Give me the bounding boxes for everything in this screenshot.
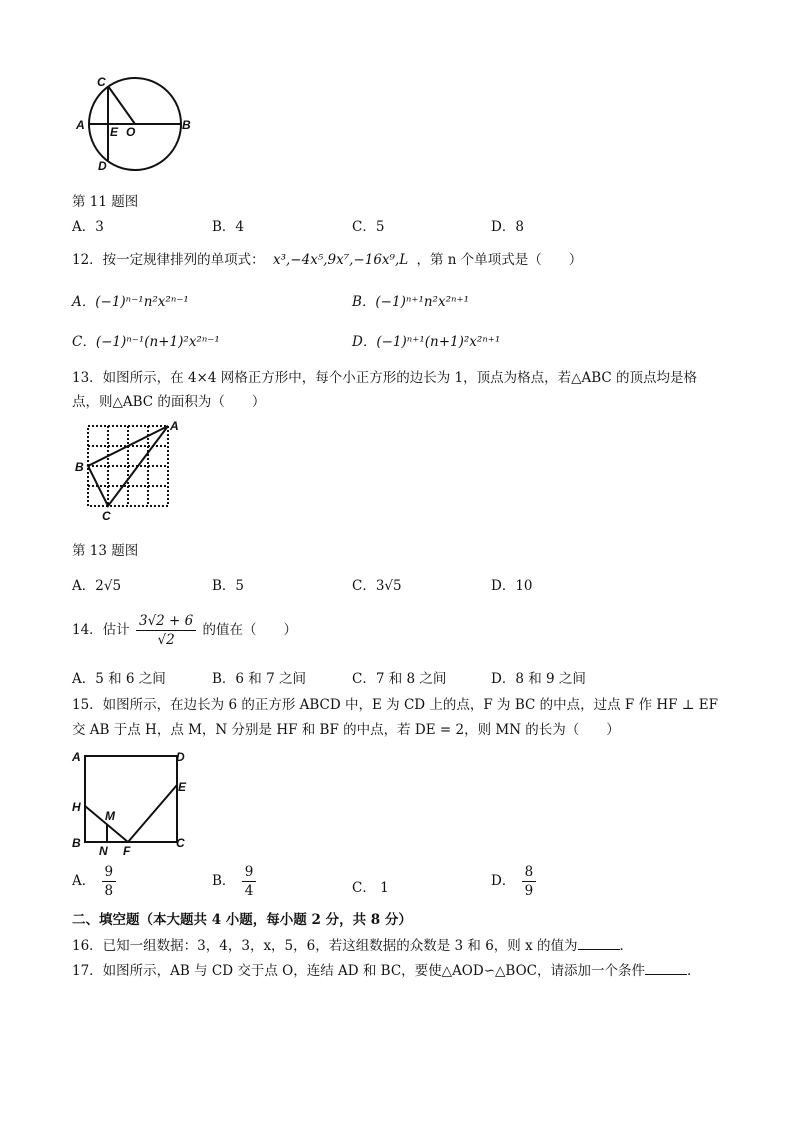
q14-option-b[interactable]: B．6 和 7 之间 — [212, 671, 306, 687]
q12-option-a[interactable]: A．(−1)ⁿ⁻¹n²x²ⁿ⁻¹ — [72, 294, 189, 310]
q16-answer-blank[interactable] — [578, 937, 620, 950]
q15-option-b-fraction: $\frac{9}{4}$ — [242, 863, 257, 900]
figure-11-circle-diagram — [70, 74, 200, 174]
q13-option-b[interactable]: B．5 — [212, 578, 245, 594]
q15-option-d[interactable]: D． $\frac{8}{9}$ — [491, 863, 538, 900]
q17-stem: 17．如图所示，AB 与 CD 交于点 O，连结 AD 和 BC，要使△AOD∽△BOC，请添加一个条件 ． — [72, 963, 701, 979]
q13-option-a[interactable]: A．2√5 — [72, 578, 122, 594]
q17-answer-blank[interactable] — [645, 962, 687, 975]
q12-stem-suffix: ，第 n 个单项式是（ ） — [416, 252, 583, 268]
label-h: H — [72, 800, 81, 814]
label-m: M — [105, 809, 115, 823]
q15-option-d-fraction: $\frac{8}{9}$ — [522, 863, 537, 900]
q12-option-c[interactable]: C．(−1)ⁿ⁻¹(n+1)²x²ⁿ⁻¹ — [72, 334, 220, 350]
label-a: A — [72, 750, 81, 764]
q14-suffix: 的值在（ ） — [202, 622, 298, 638]
label-c: C — [97, 75, 106, 89]
figure-13-grid-diagram — [72, 418, 184, 526]
segment-co — [108, 86, 135, 124]
label-d: D — [98, 159, 107, 173]
label-a: A — [170, 419, 179, 433]
label-c: C — [176, 836, 185, 850]
label-b: B — [72, 836, 81, 850]
section-2-title: 二、填空题（本大题共 4 小题，每小题 2 分，共 8 分） — [72, 912, 412, 928]
q15-option-c[interactable]: C． 1 — [352, 880, 389, 896]
segment-fe — [128, 785, 177, 842]
label-a: A — [76, 118, 85, 132]
label-e: E — [178, 780, 187, 794]
label-f: F — [123, 844, 131, 858]
q13-stem-line2: 点，则△ABC 的面积为（ ） — [72, 394, 266, 410]
label-e: E — [110, 125, 119, 139]
q11-option-c[interactable]: C．5 — [352, 219, 385, 235]
q15-option-b[interactable]: B． $\frac{9}{4}$ — [212, 863, 258, 900]
label-c: C — [102, 509, 111, 523]
square-abcd — [85, 756, 177, 842]
q15-stem-line1: 15．如图所示，在边长为 6 的正方形 ABCD 中，E 为 CD 上的点，F 为 BC 的中点，过点 F 作 HF ⊥ EF — [72, 697, 719, 713]
q11-option-a[interactable]: A．3 — [72, 219, 104, 235]
q15-option-a[interactable]: A． $\frac{9}{8}$ — [72, 863, 118, 900]
label-d: D — [176, 750, 185, 764]
q14-prefix: 14．估计 — [72, 622, 130, 638]
figure-13-caption: 第 13 题图 — [72, 543, 139, 559]
q12-stem — [72, 248, 582, 268]
q13-stem-line1: 13．如图所示，在 4×4 网格正方形中，每个小正方形的边长为 1，顶点为格点，若△ABC 的顶点均是格 — [72, 370, 698, 386]
q14-option-c[interactable]: C．7 和 8 之间 — [352, 671, 447, 687]
q12-option-b[interactable]: B．(−1)ⁿ⁺¹n²x²ⁿ⁺¹ — [352, 294, 470, 310]
q12-stem-sequence: x³,−4x⁵,9x⁷,−16x⁹,L — [272, 252, 409, 268]
q13-option-c[interactable]: C．3√5 — [352, 578, 402, 594]
label-b: B — [75, 460, 84, 474]
figure-11-caption: 第 11 题图 — [72, 194, 139, 210]
q13-option-d[interactable]: D．10 — [491, 578, 533, 594]
q16-stem: 16．已知一组数据：3，4，3，x，5，6，若这组数据的众数是 3 和 6，则 x 的值为 ． — [72, 938, 633, 954]
figure-15-square-diagram — [70, 748, 196, 858]
label-b: B — [182, 118, 191, 132]
q11-option-b[interactable]: B．4 — [212, 219, 245, 235]
q14-option-a[interactable]: A．5 和 6 之间 — [72, 671, 166, 687]
q15-option-a-fraction: $\frac{9}{8}$ — [102, 863, 117, 900]
q14-fraction — [136, 612, 196, 649]
label-n: N — [99, 844, 108, 858]
q14-option-d[interactable]: D．8 和 9 之间 — [491, 671, 586, 687]
q14-stem — [72, 612, 297, 649]
q12-option-d[interactable]: D．(−1)ⁿ⁺¹(n+1)²x²ⁿ⁺¹ — [352, 334, 501, 350]
q12-stem-prefix: 12．按一定规律排列的单项式： — [72, 252, 265, 268]
q14-denominator: √2 — [157, 632, 175, 648]
q11-option-d[interactable]: D．8 — [491, 219, 524, 235]
label-o: O — [126, 125, 136, 139]
q15-stem-line2: 交 AB 于点 H，点 M，N 分别是 HF 和 BF 的中点，若 DE = 2，则 MN 的长为（ ） — [72, 722, 620, 738]
q14-numerator: 3√2 + 6 — [136, 612, 196, 631]
